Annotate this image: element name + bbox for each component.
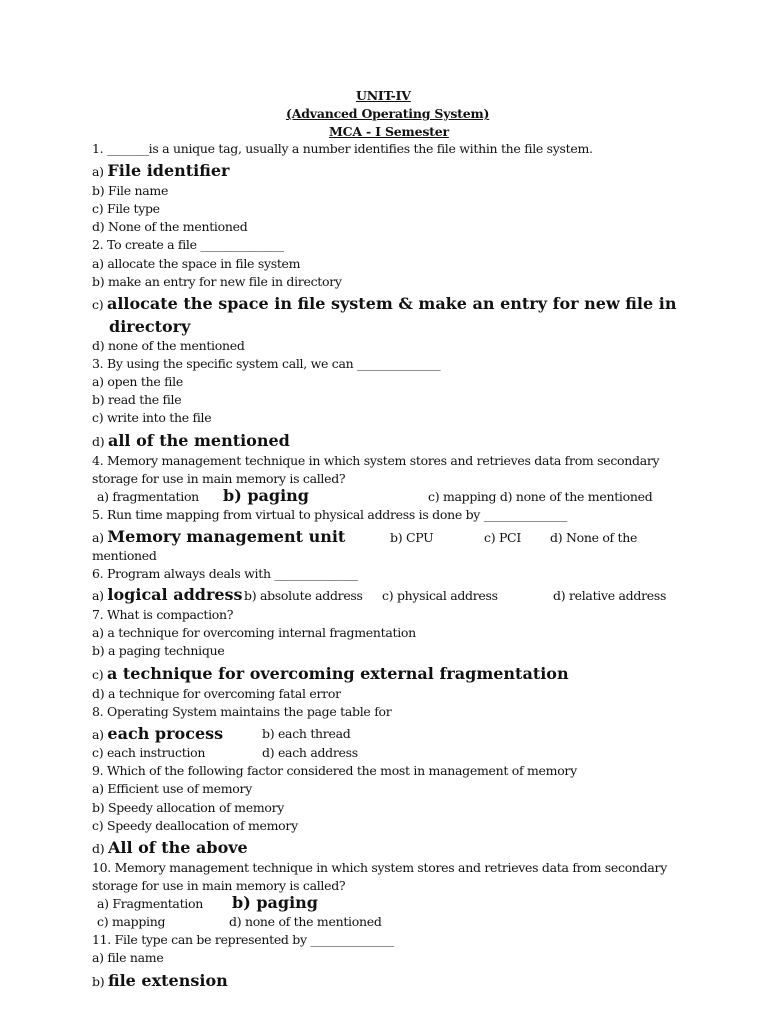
q9-answer bbox=[92, 840, 248, 856]
q9-option-c: c) Speedy deallocation of memory bbox=[92, 818, 298, 833]
q6-answer bbox=[92, 587, 243, 603]
q2-answer bbox=[92, 296, 676, 312]
q2-answer-letter: c) bbox=[92, 297, 104, 312]
q3-answer bbox=[92, 433, 290, 449]
q1-answer-text: File identifier bbox=[107, 161, 230, 180]
q5-answer bbox=[92, 529, 345, 545]
q8-option-d: d) each address bbox=[262, 745, 358, 760]
q4-stem-line2: storage for use in main memory is called? bbox=[92, 471, 346, 486]
q1-stem: 1. _______is a unique tag, usually a number identifies the file within the file system. bbox=[92, 141, 593, 156]
q9-answer-text: All of the above bbox=[107, 838, 248, 857]
q7-option-d: d) a technique for overcoming fatal error bbox=[92, 686, 341, 701]
q3-option-a: a) open the file bbox=[92, 374, 183, 389]
q1-option-d: d) None of the mentioned bbox=[92, 219, 248, 234]
q1-answer bbox=[92, 163, 229, 179]
q10-answer: b) paging bbox=[232, 893, 318, 912]
q1-answer-letter: a) bbox=[92, 164, 104, 179]
q2-stem: 2. To create a file ______________ bbox=[92, 237, 284, 252]
q8-stem: 8. Operating System maintains the page table for bbox=[92, 704, 392, 719]
q1-option-b: b) File name bbox=[92, 183, 169, 198]
q9-option-a: a) Efficient use of memory bbox=[92, 781, 252, 796]
q5-option-d-line2: mentioned bbox=[92, 548, 157, 563]
q5-stem: 5. Run time mapping from virtual to physical address is done by ______________ bbox=[92, 507, 568, 522]
q4-options-cd: c) mapping d) none of the mentioned bbox=[428, 489, 653, 504]
q6-option-b: b) absolute address bbox=[244, 588, 363, 603]
q7-option-a: a) a technique for overcoming internal fragmentation bbox=[92, 625, 416, 640]
q8-option-b: b) each thread bbox=[262, 726, 351, 741]
q8-answer-text: each process bbox=[107, 724, 224, 743]
q10-option-d: d) none of the mentioned bbox=[229, 914, 382, 929]
q11-option-a: a) file name bbox=[92, 950, 164, 965]
q2-option-d: d) none of the mentioned bbox=[92, 338, 245, 353]
q8-answer bbox=[92, 726, 223, 742]
q9-answer-letter: d) bbox=[92, 841, 105, 856]
q3-option-b: b) read the file bbox=[92, 392, 182, 407]
q7-answer bbox=[92, 666, 569, 682]
q5-answer-text: Memory management unit bbox=[107, 527, 346, 546]
q11-answer-text: file extension bbox=[107, 971, 228, 990]
q5-option-c: c) PCI bbox=[484, 530, 521, 545]
q10-stem-line2: storage for use in main memory is called? bbox=[92, 878, 346, 893]
q6-option-d: d) relative address bbox=[553, 588, 667, 603]
q9-option-b: b) Speedy allocation of memory bbox=[92, 800, 285, 815]
unit-heading: UNIT-IV bbox=[356, 88, 411, 103]
q2-answer-text: allocate the space in file system & make an entry for new file in bbox=[106, 294, 677, 313]
subject-heading: (Advanced Operating System) bbox=[286, 106, 490, 121]
q5-option-b: b) CPU bbox=[390, 530, 434, 545]
q2-answer-text-line2: directory bbox=[109, 317, 191, 336]
q6-answer-letter: a) bbox=[92, 588, 104, 603]
q4-option-a: a) fragmentation bbox=[97, 489, 199, 504]
q6-option-c: c) physical address bbox=[382, 588, 498, 603]
q5-option-d: d) None of the bbox=[550, 530, 638, 545]
q3-stem: 3. By using the specific system call, we can ______________ bbox=[92, 356, 441, 371]
q11-answer bbox=[92, 973, 228, 989]
q7-stem: 7. What is compaction? bbox=[92, 607, 234, 622]
q3-option-c: c) write into the file bbox=[92, 410, 212, 425]
q11-stem: 11. File type can be represented by ______________ bbox=[92, 932, 394, 947]
q2-option-a: a) allocate the space in file system bbox=[92, 256, 301, 271]
q6-stem: 6. Program always deals with ______________ bbox=[92, 566, 358, 581]
q2-option-b: b) make an entry for new file in directory bbox=[92, 274, 342, 289]
q7-option-b: b) a paging technique bbox=[92, 643, 225, 658]
q11-answer-letter: b) bbox=[92, 974, 105, 989]
q9-stem: 9. Which of the following factor considered the most in management of memory bbox=[92, 763, 577, 778]
q8-option-c: c) each instruction bbox=[92, 745, 206, 760]
q7-answer-text: a technique for overcoming external fragmentation bbox=[106, 664, 569, 683]
course-heading: MCA - I Semester bbox=[329, 124, 449, 139]
q3-answer-letter: d) bbox=[92, 434, 105, 449]
q7-answer-letter: c) bbox=[92, 667, 104, 682]
q10-stem-line1: 10. Memory management technique in which system stores and retrieves data from secondary bbox=[92, 860, 667, 875]
q1-option-c: c) File type bbox=[92, 201, 160, 216]
q10-option-a: a) Fragmentation bbox=[97, 896, 203, 911]
q5-answer-letter: a) bbox=[92, 530, 104, 545]
q3-answer-text: all of the mentioned bbox=[107, 431, 290, 450]
q4-answer: b) paging bbox=[223, 486, 309, 505]
q8-answer-letter: a) bbox=[92, 727, 104, 742]
q6-answer-text: logical address bbox=[107, 585, 243, 604]
q10-option-c: c) mapping bbox=[97, 914, 166, 929]
q4-stem-line1: 4. Memory management technique in which system stores and retrieves data from secondary bbox=[92, 453, 660, 468]
